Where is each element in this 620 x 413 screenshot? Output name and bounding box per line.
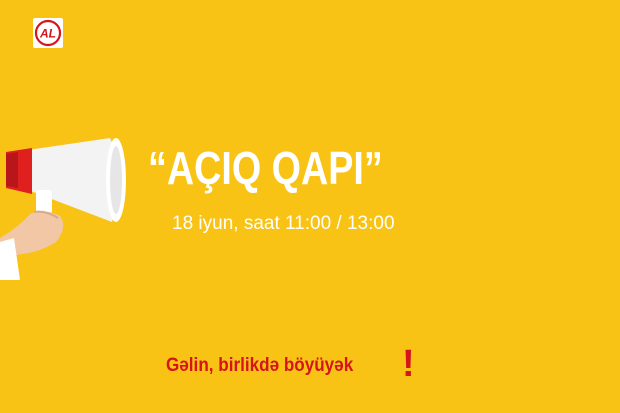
slogan-exclamation: ! <box>402 343 415 385</box>
brand-logo-text: AL <box>40 26 56 41</box>
event-date-time: 18 iyun, saat 11:00 / 13:00 <box>172 213 395 234</box>
brand-logo-icon <box>33 18 63 48</box>
megaphone-icon <box>0 130 140 280</box>
slogan-text: Gəlin, birlikdə böyüyək <box>166 355 354 376</box>
event-title-block <box>148 140 418 200</box>
event-title: “AÇIQ QAPI” <box>148 142 383 194</box>
brand-logo[interactable] <box>33 18 63 48</box>
